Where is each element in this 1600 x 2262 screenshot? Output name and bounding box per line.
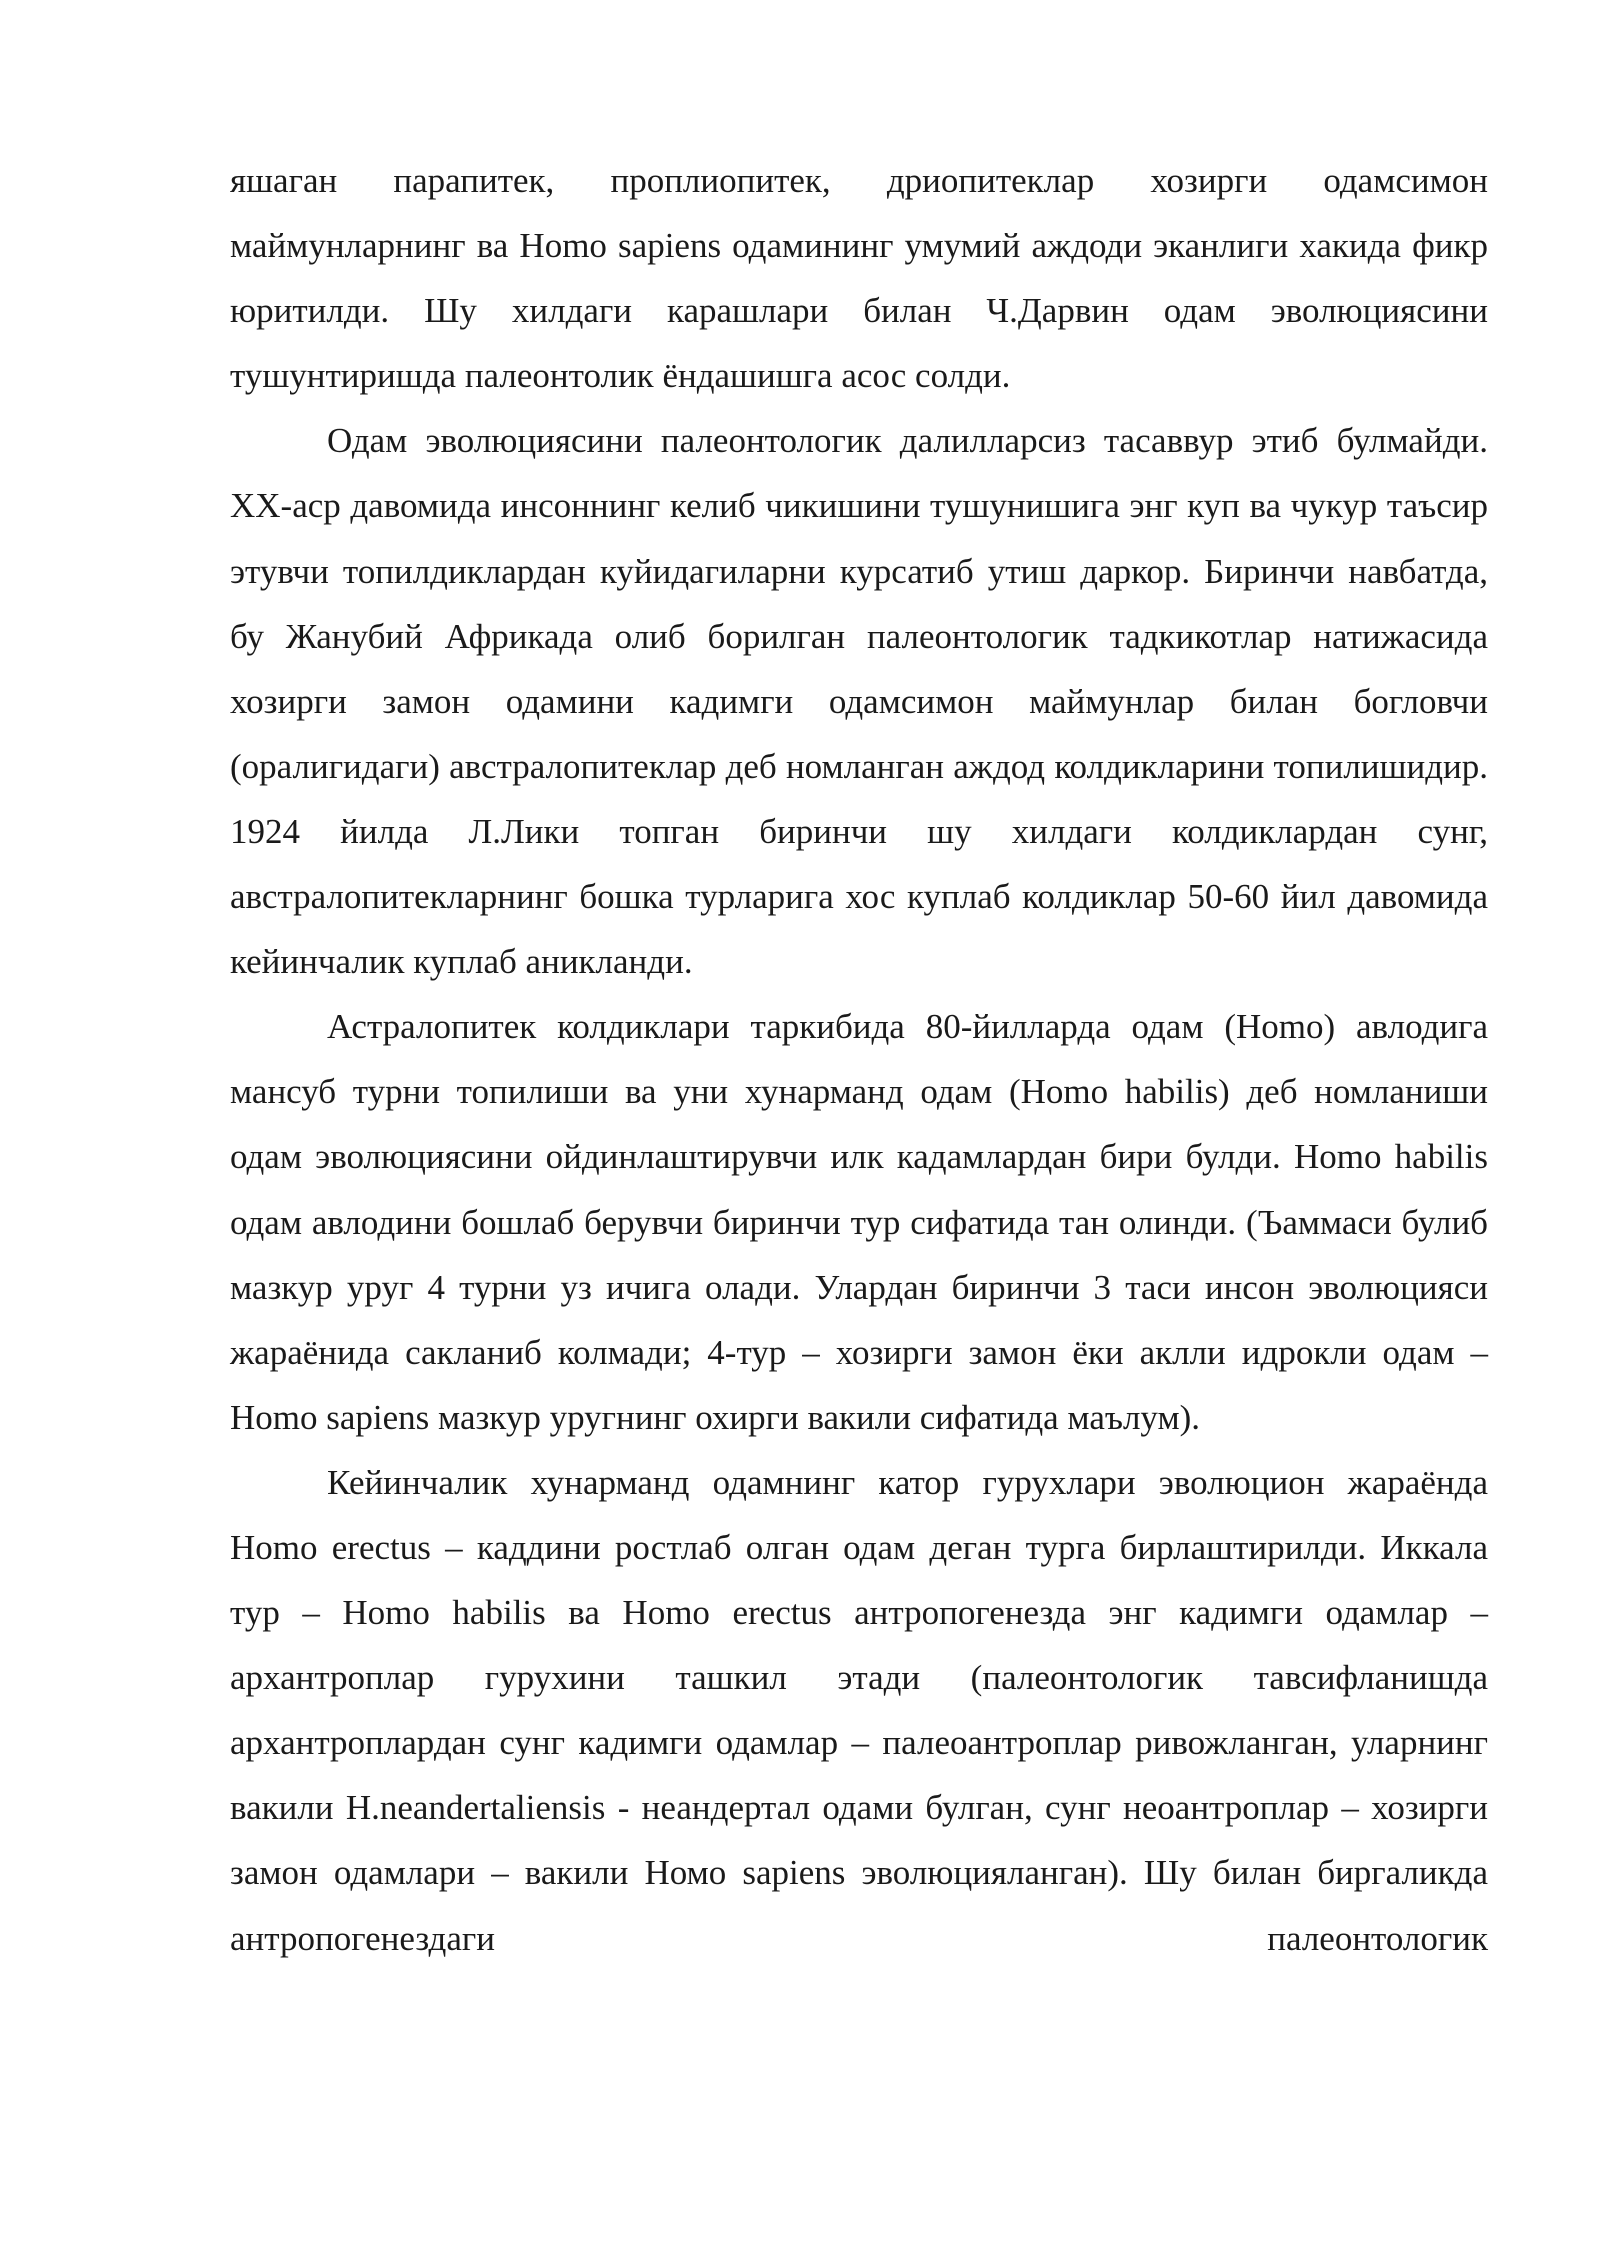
document-page [230, 148, 1488, 1971]
paragraph-4: Кейинчалик хунарманд одамнинг катор гурухлари эволюцион жараёнда Homo erectus – каддини ростлаб олган одам деган турга бирлаштирилди. Иккала тур – Homo habilis ва Homo erectus антропогенезда энг кадимги одамлар – архантроплар гурухини ташкил этади (палеонтологик тавсифланишда архантроплардан сунг кадимги одамлар – палеоантроплар ривожланган, уларнинг вакили H.neandertaliensis - неандертал одами булган, сунг неоантроплар – хозирги замон одамлари – вакили Номо sapiens эволюцияланган). Шу билан биргаликда антропогенездаги палеонтологик [230, 1462, 1488, 1958]
paragraph-2: Одам эволюциясини палеонтологик далилларсиз тасаввур этиб булмайди. XX-аср давомида инсоннинг келиб чикишини тушунишига энг куп ва чукур таъсир этувчи топилдиклардан куйидагиларни курсатиб утиш даркор. Биринчи навбатда, бу Жанубий Африкада олиб борилган палеонтологик тадкикотлар натижасида хозирги замон одамини кадимги одамсимон маймунлар билан богловчи (оралигидаги) австралопитеклар деб номланган аждод колдикларини топилишидир. 1924 йилда Л.Лики топган биринчи шу хилдаги колдиклардан сунг, австралопитекларнинг бошка турларига хос куплаб колдиклар 50-60 йил давомида кейинчалик куплаб аникланди. [230, 421, 1488, 982]
paragraph-1: яшаган парапитек, проплиопитек, дриопитеклар хозирги одамсимон маймунларнинг ва Homo sapiens одамининг умумий аждоди эканлиги хакида фикр юритилди. Шу хилдаги карашлари билан Ч.Дарвин одам эволюциясини тушунтиришда палеонтолик ёндашишга асос солди. [230, 161, 1488, 396]
paragraph-3: Астралопитек колдиклари таркибида 80-йилларда одам (Homo) авлодига мансуб турни топилиши ва уни хунарманд одам (Homo habilis) деб номланиши одам эволюциясини ойдинлаштирувчи илк кадамлардан бири булди. Homo habilis одам авлодини бошлаб берувчи биринчи тур сифатида тан олинди. (Ъаммаси булиб мазкур уруг 4 турни уз ичига олади. Улардан биринчи 3 таси инсон эволюцияси жараёнида сакланиб колмади; 4-тур – хозирги замон ёки аклли идрокли одам – Homo sapiens мазкур уругнинг охирги вакили сифатида маълум). [230, 1007, 1488, 1437]
